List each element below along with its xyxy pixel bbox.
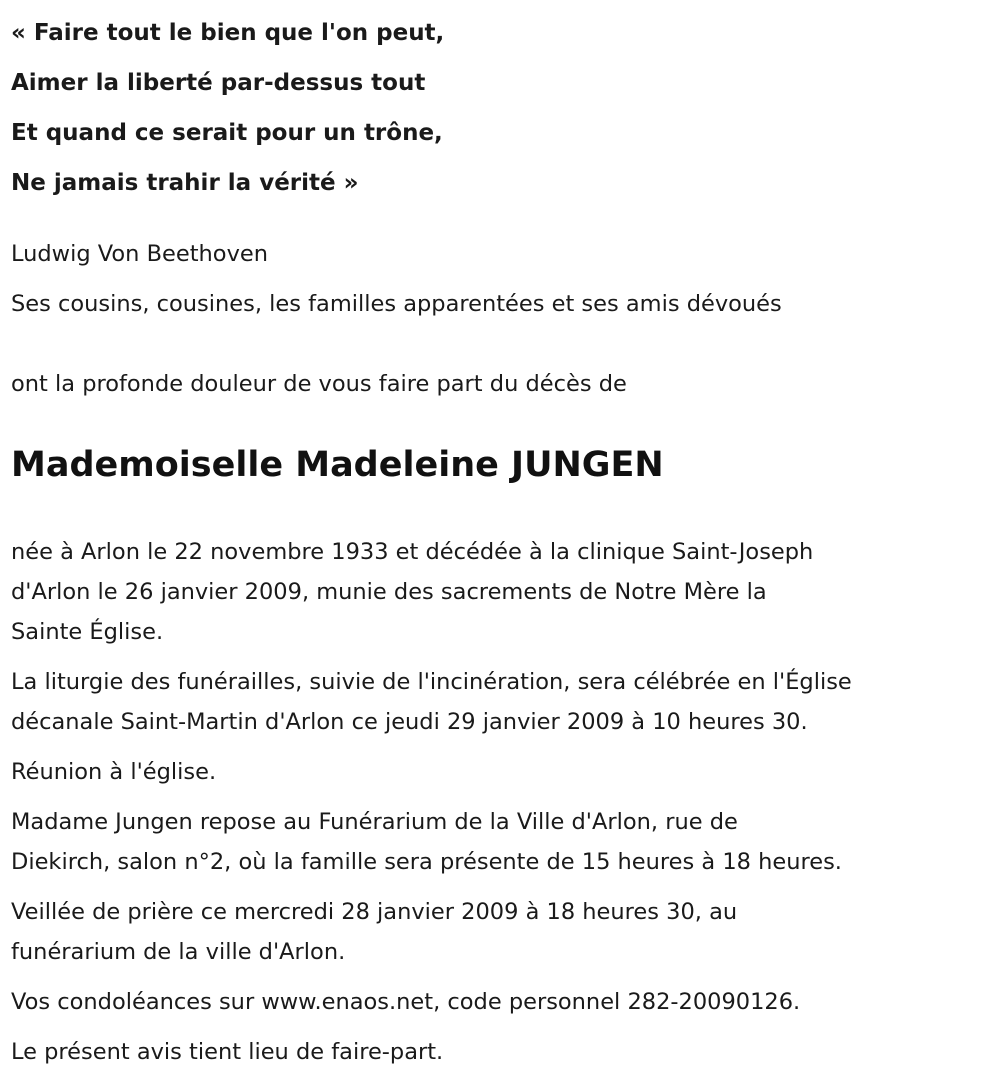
birth-death-paragraph — [11, 532, 991, 652]
announcement-text: ont la profonde douleur de vous faire part du décès de — [11, 371, 627, 397]
quote-line: Ne jamais trahir la vérité » — [11, 170, 359, 196]
quote-line: Et quand ce serait pour un trône, — [11, 120, 443, 146]
condolences-paragraph: Vos condoléances sur www.enaos.net, code personnel 282-20090126. — [11, 989, 801, 1015]
opening-quote — [11, 8, 444, 208]
text-line: funérarium de la ville d'Arlon. — [11, 939, 346, 965]
text-line: Veillée de prière ce mercredi 28 janvier 2009 à 18 heures 30, au — [11, 899, 738, 925]
notice-paragraph: Le présent avis tient lieu de faire-part. — [11, 1039, 444, 1065]
family-mourners: Ses cousins, cousines, les familles apparentées et ses amis dévoués — [11, 291, 782, 317]
text-line: d'Arlon le 26 janvier 2009, munie des sacrements de Notre Mère la — [11, 579, 767, 605]
text-line: Sainte Église. — [11, 619, 164, 645]
quote-line: Aimer la liberté par-dessus tout — [11, 70, 426, 96]
quote-line: « Faire tout le bien que l'on peut, — [11, 20, 445, 46]
vigil-paragraph — [11, 892, 991, 972]
text-line: La liturgie des funérailles, suivie de l'incinération, sera célébrée en l'Église — [11, 669, 852, 695]
text-line: Diekirch, salon n°2, où la famille sera présente de 15 heures à 18 heures. — [11, 849, 842, 875]
text-line: décanale Saint-Martin d'Arlon ce jeudi 29 janvier 2009 à 10 heures 30. — [11, 709, 808, 735]
meeting-paragraph: Réunion à l'église. — [11, 759, 217, 785]
obituary-body — [11, 532, 991, 1082]
text-line: Madame Jungen repose au Funérarium de la Ville d'Arlon, rue de — [11, 809, 738, 835]
quote-attribution: Ludwig Von Beethoven — [11, 241, 268, 267]
deceased-name: Mademoiselle Madeleine JUNGEN — [11, 445, 664, 485]
rest-paragraph — [11, 802, 991, 882]
liturgy-paragraph — [11, 662, 991, 742]
text-line: née à Arlon le 22 novembre 1933 et décédée à la clinique Saint-Joseph — [11, 539, 814, 565]
